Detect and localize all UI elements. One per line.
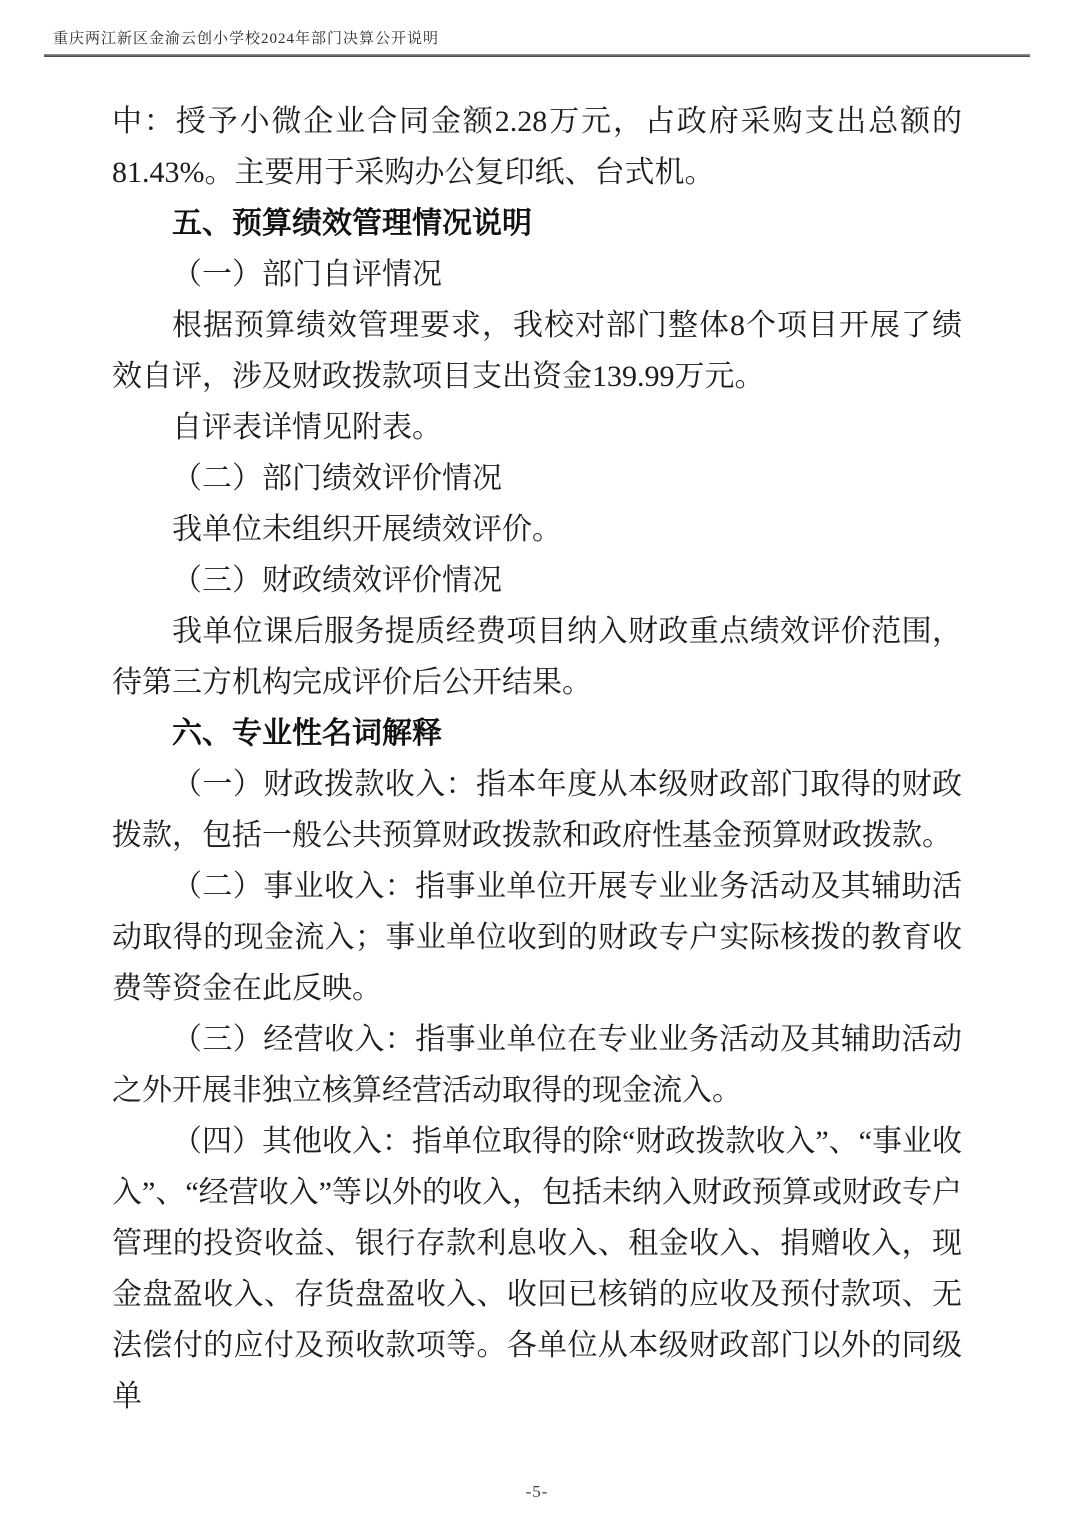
paragraph: 中：授予小微企业合同金额2.28万元，占政府采购支出总额的81.43%。主要用于采购办公复印纸、台式机。 <box>112 105 962 189</box>
paragraph: 我单位未组织开展绩效评价。 <box>172 513 562 546</box>
subsection-heading: （二）部门绩效评价情况 <box>172 462 502 495</box>
paragraph: （三）经营收入：指事业单位在专业业务活动及其辅助活动之外开展非独立核算经营活动取得的现金流入。 <box>112 1023 962 1107</box>
section-heading: 五、预算绩效管理情况说明 <box>172 207 532 240</box>
paragraph: 我单位课后服务提质经费项目纳入财政重点绩效评价范围，待第三方机构完成评价后公开结果。 <box>112 615 962 699</box>
paragraph: 自评表详情见附表。 <box>172 411 442 444</box>
document-title: 重庆两江新区金渝云创小学校2024年部门决算公开说明 <box>53 31 440 47</box>
header-rule <box>44 54 1030 57</box>
running-header <box>53 27 1030 57</box>
subsection-heading: （一）部门自评情况 <box>172 258 442 291</box>
page-number: -5- <box>525 1482 549 1501</box>
document-body <box>112 96 962 1422</box>
paragraph: （二）事业收入：指事业单位开展专业业务活动及其辅助活动取得的现金流入；事业单位收到的财政专户实际核拨的教育收费等资金在此反映。 <box>112 870 962 1005</box>
paragraph: （四）其他收入：指单位取得的除“财政拨款收入”、“事业收入”、“经营收入”等以外的收入，包括未纳入财政预算或财政专户管理的投资收益、银行存款利息收入、租金收入、捐赠收入，现金盘盈收入、存货盘盈收入、收回已核销的应收及预付款项、无法偿付的应付及预收款项等。各单位从本级财政部门以外的同级单 <box>112 1125 962 1413</box>
paragraph: （一）财政拨款收入：指本年度从本级财政部门取得的财政拨款，包括一般公共预算财政拨款和政府性基金预算财政拨款。 <box>112 768 962 852</box>
section-heading: 六、专业性名词解释 <box>172 717 442 750</box>
subsection-heading: （三）财政绩效评价情况 <box>172 564 502 597</box>
page-footer <box>0 1482 1074 1502</box>
paragraph: 根据预算绩效管理要求，我校对部门整体8个项目开展了绩效自评，涉及财政拨款项目支出资金139.99万元。 <box>112 309 962 393</box>
